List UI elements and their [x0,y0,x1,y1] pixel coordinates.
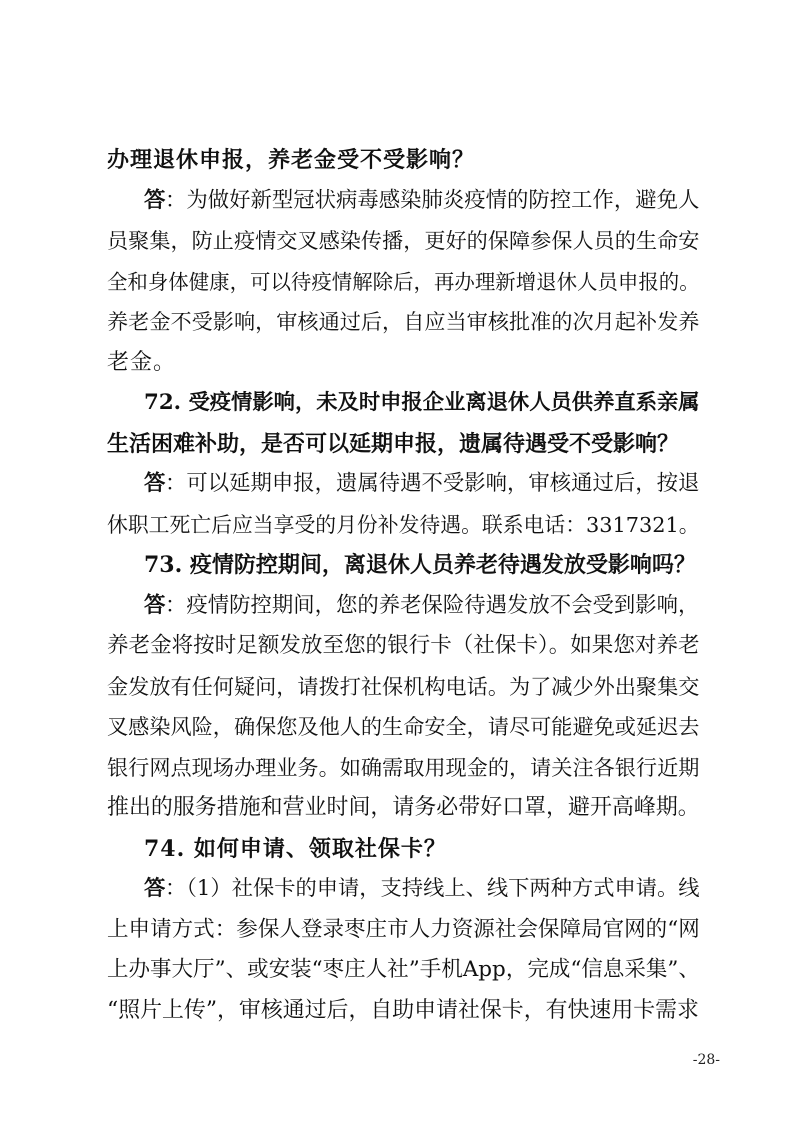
text-line [0,831,800,867]
text-segment: 金发放有任何疑问，请拨打社保机构电话。为了减少外出聚集交 [107,673,700,699]
text-segment: “照片上传”，审核通过后，自助申请社保卡，有快速用卡需求 [107,997,699,1023]
text-segment: 银行网点现场办理业务。如确需取用现金的，请关注各银行近期 [107,754,700,780]
bold-text-segment: 72. 受疫情影响，未及时申报企业离退休人员供养直系亲属 [144,390,700,415]
text-segment: ：可以延期申报，遗属待遇不受影响，审核通过后，按退 [165,471,700,496]
text-segment: 老金。 [107,349,177,375]
text-segment: 休职工死亡后应当享受的月份补发待遇。联系电话：3317321。 [107,512,700,537]
text-segment: 叉感染风险，确保您及他人的生命安全，请尽可能避免或延迟去 [107,714,700,739]
text-line [0,547,800,583]
text-line [0,183,800,219]
text-segment: 养老金不受影响，审核通过后，自应当审核批准的次月起补发养 [107,309,700,334]
bold-text-segment: 答 [144,187,166,213]
text-segment: ：为做好新型冠状病毒感染肺炎疫情的防控工作，避免人 [165,187,700,213]
text-segment: ：疫情防控期间，您的养老保险待遇发放不会受到影响， [165,592,700,618]
bold-text-segment: 74. 如何申请、领取社保卡？ [144,835,447,862]
text-segment: 员聚集，防止疫情交叉感染传播，更好的保障参保人员的生命安 [107,228,700,253]
text-line [0,588,800,624]
text-line [0,466,800,502]
text-line [0,223,800,259]
bold-text-segment: 73. 疫情防控期间，离退休人员养老待遇发放受影响吗？ [144,552,696,578]
bold-text-segment: 答 [144,876,166,901]
text-segment: 上办事大厅”、或安装“枣庄人社”手机App，完成“信息采集”、 [107,957,700,982]
text-line [0,507,800,543]
text-line [0,993,800,1029]
text-line [0,142,800,178]
text-line [0,750,800,786]
text-line [0,628,800,664]
text-segment: ：（1）社保卡的申请，支持线上、线下两种方式申请。线 [165,876,700,901]
text-segment: 全和身体健康，可以待疫情解除后，再办理新增退休人员申报的。 [107,269,700,294]
text-line [0,871,800,907]
text-line [0,426,800,462]
text-line [0,790,800,826]
bold-text-segment: 答 [144,592,166,618]
text-segment: 上申请方式：参保人登录枣庄市人力资源社会保障局官网的“网 [107,916,700,942]
text-line [0,709,800,745]
bold-text-segment: 生活困难补助，是否可以延期申报，遗属待遇受不受影响？ [107,430,680,457]
text-segment: 养老金将按时足额发放至您的银行卡（社保卡）。如果您对养老 [107,633,700,658]
text-line [0,669,800,705]
text-line [0,304,800,340]
text-line [0,952,800,988]
text-line [0,264,800,300]
bold-text-segment: 答 [144,471,166,496]
page-number: -28- [692,1052,720,1068]
bold-text-segment: 办理退休申报，养老金受不受影响？ [107,147,476,173]
text-segment: 推出的服务措施和营业时间，请务必带好口罩，避开高峰期。 [107,795,700,820]
text-line [0,912,800,948]
text-line [0,385,800,421]
text-line [0,345,800,381]
